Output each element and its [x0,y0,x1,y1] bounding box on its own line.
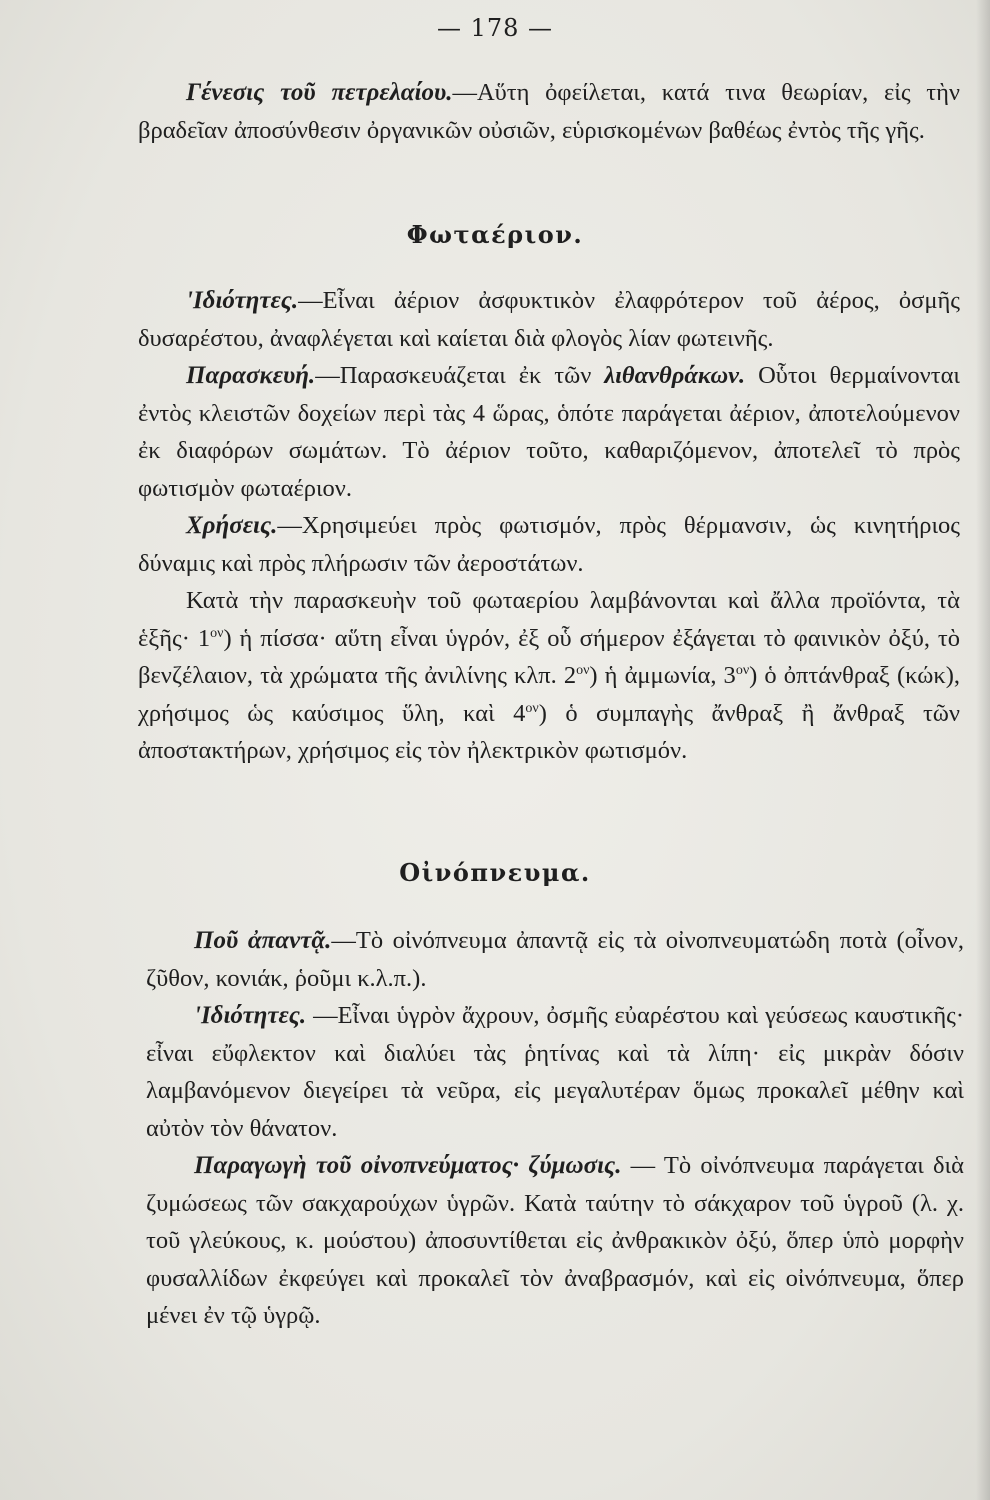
paragraph-text: —Εἶναι ἀέριον ἀσφυκτικὸν ἐλαφρότερον τοῦ ἀέρος, ὀσμῆς δυσαρέστου, ἀναφλέγεται καὶ καίεται διὰ φλογὸς λίαν φωτεινῆς. [138,287,960,352]
paragraph-lead: Παραγωγὴ τοῦ οἰνοπνεύματος· ζύμωσις. [194,1152,622,1179]
paragraph-properties [146,997,964,1147]
paragraph-text: —Αὕτη ὀφείλεται, κατά τινα θεωρίαν, εἰς τὴν βραδεῖαν ἀποσύνθεσιν ὀργανικῶν οὐσιῶν, εὑρισκομένων βαθέως ἐντὸς τῆς γῆς. [138,79,960,144]
paragraph-lead: 'Ιδιότητες. [194,1002,307,1029]
paragraph-text: —Παρασκευάζεται ἐκ τῶν [315,362,605,389]
paragraph-preparation [138,357,960,507]
paragraph-occurrence [146,922,964,997]
paragraph-text: —Τὸ οἰνόπνευμα ἀπαντᾷ εἰς τὰ οἰνοπνευματώδη ποτὰ (οἶνον, ζῦθον, κονιάκ, ῥοῦμι κ.λ.π.). [146,927,964,992]
paragraph-text: —Χρησιμεύει πρὸς φωτισμόν, πρὸς θέρμανσιν, ὡς κινητήριος δύναμις καὶ πρὸς πλήρωσιν τῶν ἀεροστάτων. [138,512,960,577]
section-genesis-petroleum [138,74,960,149]
ordinal: ον [576,662,590,678]
paragraph-properties [138,282,960,357]
paragraph-fermentation [146,1147,964,1335]
keyword: λιθανθράκων. [604,362,746,389]
paragraph [138,74,960,149]
paragraph-lead: Γένεσις τοῦ πετρελαίου. [186,79,453,106]
paragraph-text: —Εἶναι ὑγρὸν ἄχρουν, ὀσμῆς εὐαρέστου καὶ γεύσεως καυστικῆς· εἶναι εὔφλεκτον καὶ διαλύει τὰς ῥητίνας καὶ τὰ λίπη· εἰς μικρὰν δόσιν λαμβανόμενον διεγείρει τὰ νεῦρα, εἰς μεγαλυτέραν ὅμως προκαλεῖ μέθην καὶ αὐτὸν τὸν θάνατον. [146,1002,964,1142]
paragraph-lead: 'Ιδιότητες. [186,287,299,314]
paragraph-text: ) ὁ συμπαγὴς ἄνθραξ ἢ ἄνθραξ τῶν ἀποστακτήρων, χρήσιμος εἰς τὸν ἠλεκτρικὸν φωτισμόν. [138,699,960,764]
paragraph-byproducts [138,582,960,770]
ordinal: ον [735,662,750,678]
page-number: — 178 — [436,14,554,42]
paragraph-lead: Παρασκευή. [186,362,316,389]
paragraph-text: Οὗτοι θερμαίνονται ἐντὸς κλειστῶν δοχείων περὶ τὰς 4 ὥρας, ὁπότε παράγεται ἀέριον, ἀποτελούμενον ἐκ διαφόρων σωμάτων. Τὸ ἀέριον τοῦτο, καθαριζόμενον, ἀποτελεῖ τὸ πρὸς φωτισμὸν φωταέριον. [138,362,960,502]
paragraph-lead: Χρήσεις. [186,512,278,539]
paragraph-text: — Τὸ οἰνόπνευμα παράγεται διὰ ζυμώσεως τῶν σακχαρούχων ὑγρῶν. Κατὰ ταύτην τὸ σάκχαρον τοῦ ὑγροῦ (λ. χ. τοῦ γλεύκους, κ. μούστου) ἀποσυντίθεται εἰς ἀνθρακικὸν ὀξύ, ὅπερ ὑπὸ μορφὴν φυσαλλίδων ἐκφεύγει καὶ προκαλεῖ τὸν ἀναβρασμόν, καὶ εἰς οἰνόπνευμα, ὅπερ μένει ἐν τῷ ὑγρῷ. [146,1152,964,1329]
section-fotaerion [138,282,960,770]
paragraph-uses [138,507,960,582]
heading-oinopnevma: Οἰνόπνευμα. [399,858,591,887]
paragraph-text: ) ἡ πίσσα· αὕτη εἶναι ὑγρόν, ἐξ οὗ σήμερον ἐξάγεται τὸ φαινικὸν ὀξύ, τὸ βενζέλαιον, τὰ χρώματα τῆς ἀνιλίνης κλπ. 2 [138,624,960,689]
paragraph-lead: Ποῦ ἀπαντᾷ. [194,927,332,954]
paragraph-text: ) ἡ ἀμμωνία, 3 [589,662,736,689]
section-oinopnevma [146,922,964,1335]
ordinal: ον [525,700,539,716]
heading-fotaerion: Φωταέριον. [406,220,584,249]
paragraph-text: ) ὁ ὀπτάνθραξ (κώκ), χρήσιμος ὡς καύσιμος ὕλη, καὶ 4 [138,662,961,727]
ordinal: ον [210,625,224,641]
paragraph-text: Κατὰ τὴν παρασκευὴν τοῦ φωταερίου λαμβάνονται καὶ ἄλλα προϊόντα, τὰ ἑξῆς· 1 [138,587,960,652]
